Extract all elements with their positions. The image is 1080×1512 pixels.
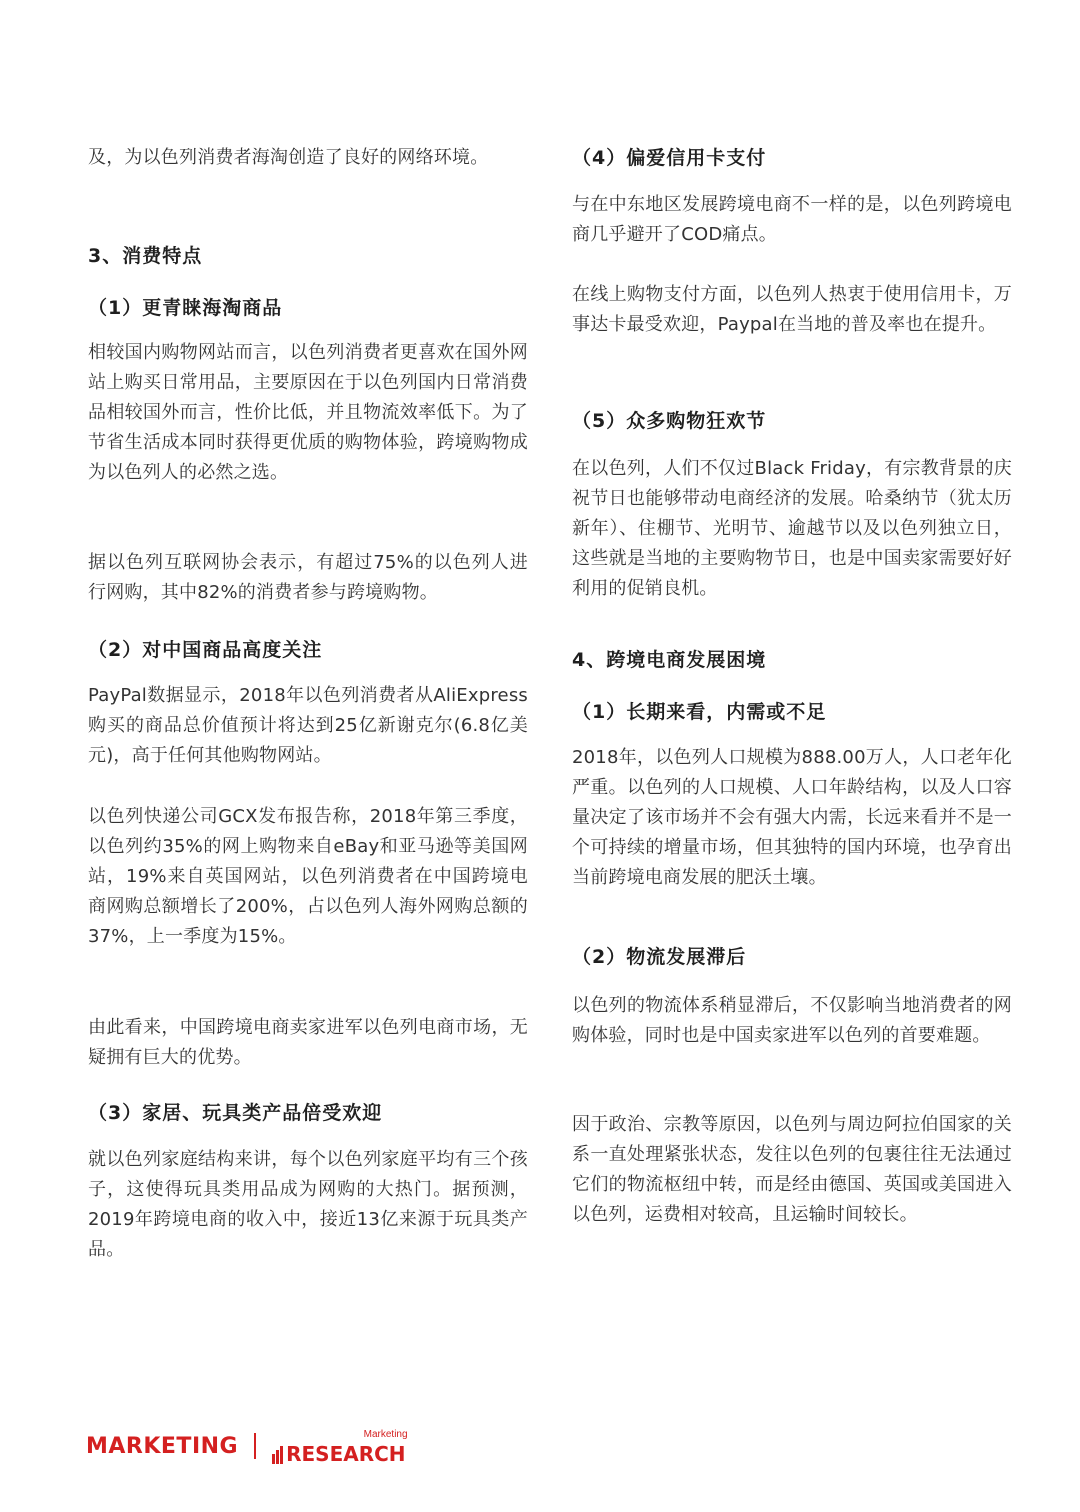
paragraph-text: 2018年，以色列人口规模为888.00万人，人口老年化严重。以色列的人口规模、人口年龄结构，以及人口容量决定了该市场并不会有强大内需，长远来看并不是一个可持续的增量市场，但其独特的国内环境，也孕育出当前跨境电商发展的肥沃土壤。 xyxy=(572,747,1012,888)
research-logo xyxy=(272,1428,408,1466)
subheading-text: （1）长期来看，内需或不足 xyxy=(572,701,827,723)
paragraph-text: 相较国内购物网站而言，以色列消费者更喜欢在国外网站上购买日常用品，主要原因在于以色列国内日常消费品相较国外而言，性价比低，并且物流效率低下。为了节省生活成本同时获得更优质的购物体验，跨境购物成为以色列人的必然之选。 xyxy=(88,342,528,483)
subheading xyxy=(572,697,1012,727)
paragraph xyxy=(88,1145,528,1265)
paragraph-text: 因于政治、宗教等原因，以色列与周边阿拉伯国家的关系一直处理紧张状态，发往以色列的包裹往往无法通过它们的物流枢纽中转，而是经由德国、英国或美国进入以色列，运费相对较高，且运输时间较长。 xyxy=(572,1114,1012,1225)
paragraph-text: 由此看来，中国跨境电商卖家进军以色列电商市场，无疑拥有巨大的优势。 xyxy=(88,1017,528,1068)
paragraph-text: 在以色列，人们不仅过Black Friday，有宗教背景的庆祝节日也能够带动电商经济的发展。哈桑纳节（犹太历新年）、住棚节、光明节、逾越节以及以色列独立日，这些就是当地的主要购物节日，也是中国卖家需要好好利用的促销良机。 xyxy=(572,458,1012,599)
section-heading xyxy=(88,241,528,271)
paragraph xyxy=(572,1110,1012,1230)
paragraph-text: 在线上购物支付方面，以色列人热衷于使用信用卡，万事达卡最受欢迎，Paypal在当地的普及率也在提升。 xyxy=(572,284,1012,335)
subheading-text: （1）更青睐海淘商品 xyxy=(88,297,283,319)
section-heading xyxy=(572,645,1012,675)
paragraph xyxy=(572,280,1012,340)
research-logo-superscript: Marketing xyxy=(363,1429,408,1440)
subheading xyxy=(88,635,528,665)
paragraph xyxy=(88,548,528,608)
paragraph xyxy=(88,1013,528,1073)
paragraph-text: 就以色列家庭结构来讲，每个以色列家庭平均有三个孩子，这使得玩具类用品成为网购的大热门。据预测，2019年跨境电商的收入中，接近13亿来源于玩具类产品。 xyxy=(88,1149,528,1260)
paragraph-text: 以色列快递公司GCX发布报告称，2018年第三季度，以色列约35%的网上购物来自eBay和亚马逊等美国网站，19%来自英国网站，以色列消费者在中国跨境电商网购总额增长了200%，占以色列人海外网购总额的37%，上一季度为15%。 xyxy=(88,806,528,947)
marketing-logo: MARKETING xyxy=(86,1433,239,1459)
paragraph-text: 以色列的物流体系稍显滞后，不仅影响当地消费者的网购体验，同时也是中国卖家进军以色列的首要难题。 xyxy=(572,995,1012,1046)
subheading xyxy=(572,143,1012,173)
subheading xyxy=(572,406,1012,436)
paragraph xyxy=(572,190,1012,250)
paragraph-text: PayPal数据显示，2018年以色列消费者从AliExpress购买的商品总价值预计将达到25亿新谢克尔(6.8亿美元)，高于任何其他购物网站。 xyxy=(88,685,528,766)
subheading xyxy=(88,293,528,323)
paragraph xyxy=(88,681,528,771)
section-heading-text: 4、跨境电商发展困境 xyxy=(572,649,767,671)
paragraph-text: 据以色列互联网协会表示，有超过75%的以色列人进行网购，其中82%的消费者参与跨境购物。 xyxy=(88,552,528,603)
paragraph-text: 与在中东地区发展跨境电商不一样的是，以色列跨境电商几乎避开了COD痛点。 xyxy=(572,194,1012,245)
paragraph xyxy=(88,802,528,952)
paragraph xyxy=(572,454,1012,604)
paragraph-text: 及，为以色列消费者海淘创造了良好的网络环境。 xyxy=(88,147,489,168)
paragraph xyxy=(88,143,528,173)
subheading xyxy=(572,942,1012,972)
subheading xyxy=(88,1098,528,1128)
subheading-text: （4）偏爱信用卡支付 xyxy=(572,147,767,169)
research-logo-text: RESEARCH xyxy=(286,1442,406,1466)
subheading-text: （2）物流发展滞后 xyxy=(572,946,747,968)
paragraph xyxy=(88,338,528,488)
footer-logos xyxy=(86,1428,406,1464)
subheading-text: （3）家居、玩具类产品倍受欢迎 xyxy=(88,1102,383,1124)
bars-icon xyxy=(272,1446,284,1464)
paragraph xyxy=(572,743,1012,893)
subheading-text: （5）众多购物狂欢节 xyxy=(572,410,767,432)
section-heading-text: 3、消费特点 xyxy=(88,245,203,267)
subheading-text: （2）对中国商品高度关注 xyxy=(88,639,323,661)
paragraph xyxy=(572,991,1012,1051)
logo-divider xyxy=(254,1433,256,1459)
